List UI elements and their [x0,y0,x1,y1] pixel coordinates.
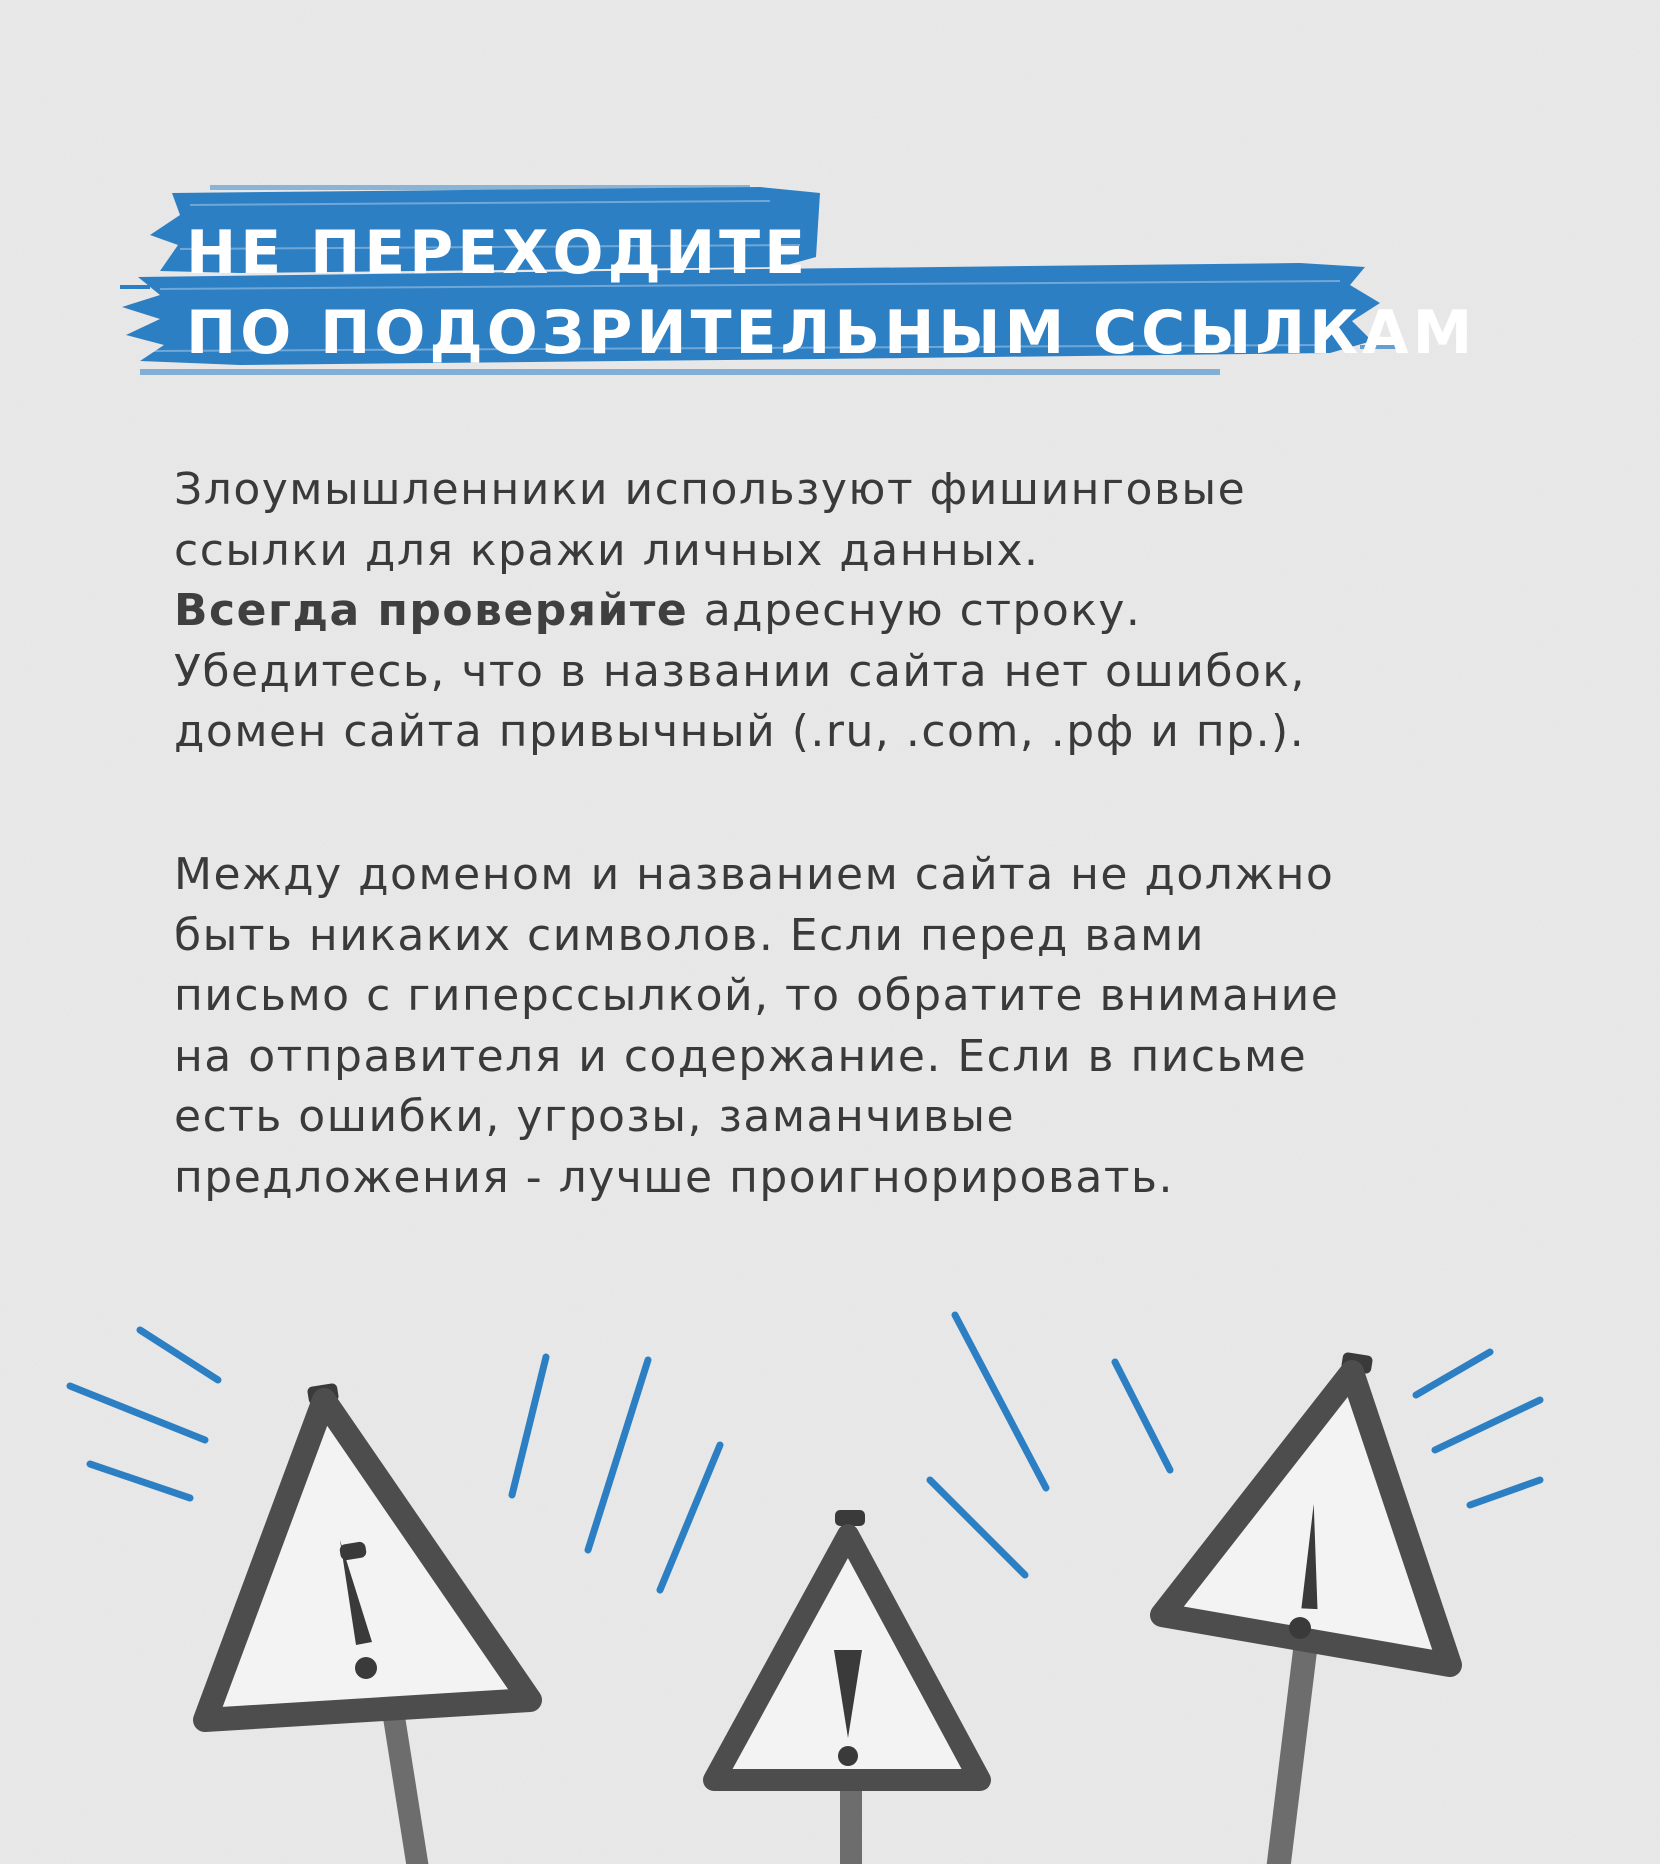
paragraph-1-line: ссылки для кражи личных данных. [174,524,1040,576]
warning-signs-illustration [0,1290,1660,1864]
paragraph-1-line-rest: адресную строку. [688,585,1142,636]
paragraph-1-line: Злоумышленники используют фишинговые [174,464,1247,515]
paragraph-1-line [174,581,1514,642]
paragraph-2-line: письмо с гиперссылкой, то обратите внимание [174,970,1340,1021]
paragraph-1-line: Убедитесь, что в названии сайта нет ошибок, [174,645,1306,697]
paragraph-2-line: есть ошибки, угрозы, заманчивые [174,1091,1016,1142]
paragraph-2-line: предложения - лучше проигнорировать. [174,1151,1174,1203]
page-title-line-1: НЕ ПЕРЕХОДИТЕ [186,218,810,288]
paragraph-2-line: быть никаких символов. Если перед вами [174,909,1205,961]
title-banner [120,185,1477,385]
paragraph-2 [174,845,1514,1208]
paragraph-2-line: Между доменом и названием сайта не должно [174,849,1335,900]
paragraph-1-line: домен сайта привычный (.ru, .com, .рф и пр.). [174,706,1306,757]
warning-sign-icon [714,1510,980,1864]
paragraph-1 [174,460,1514,763]
emphasis-text: Всегда проверяйте [174,585,689,636]
warning-sign-icon [1162,1352,1450,1864]
page-title-line-2: ПО ПОДОЗРИТЕЛЬНЫМ ССЫЛКАМ [186,298,1477,368]
warning-sign-icon [205,1383,530,1864]
paragraph-2-line: на отправителя и содержание. Если в письме [174,1030,1308,1082]
